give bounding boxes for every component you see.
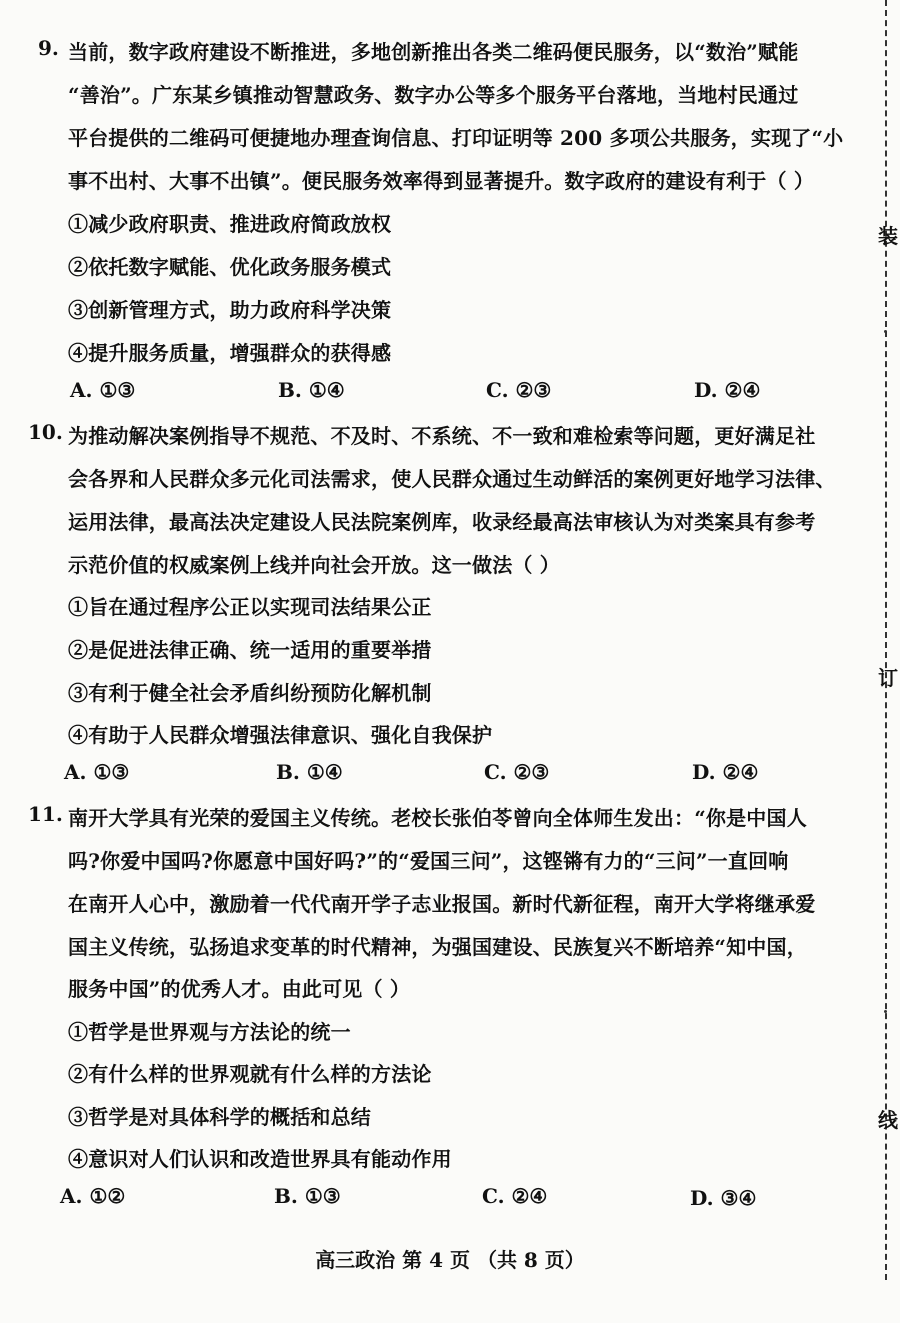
- option-statement: ③有利于健全社会矛盾纠纷预防化解机制: [68, 681, 432, 705]
- choice-c: C. ②③: [486, 378, 552, 402]
- choice-d: D. ②④: [692, 760, 759, 784]
- question-stem-line: 国主义传统，弘扬追求变革的时代精神，为强国建设、民族复兴不断培养“知中国，: [68, 935, 807, 959]
- question-stem-line: 为推动解决案例指导不规范、不及时、不系统、不一致和难检索等问题，更好满足社: [68, 424, 816, 448]
- choice-b: B. ①④: [278, 378, 345, 402]
- option-statement: ④意识对人们认识和改造世界具有能动作用: [68, 1147, 452, 1171]
- option-statement: ①减少政府职责、推进政府简政放权: [68, 212, 392, 236]
- choice-c: C. ②③: [484, 760, 550, 784]
- choice-d: D. ③④: [690, 1186, 757, 1210]
- option-statement: ④提升服务质量，增强群众的获得感: [68, 341, 392, 365]
- option-statement: ②依托数字赋能、优化政务服务模式: [68, 255, 392, 279]
- question-number: 9.: [38, 36, 59, 60]
- binding-dot: [884, 1010, 887, 1013]
- choice-c: C. ②④: [482, 1184, 548, 1208]
- choice-a: A. ①③: [70, 378, 136, 402]
- binding-dashed-line: [885, 0, 887, 1280]
- choice-a: A. ①③: [64, 760, 130, 784]
- question-stem-line: 南开大学具有光荣的爱国主义传统。老校长张伯苓曾向全体师生发出：“你是中国人: [68, 806, 807, 830]
- question-stem-line: 当前，数字政府建设不断推进，多地创新推出各类二维码便民服务，以“数治”赋能: [68, 40, 799, 64]
- choice-d: D. ②④: [694, 378, 761, 402]
- option-statement: ②有什么样的世界观就有什么样的方法论: [68, 1062, 432, 1086]
- question-stem-line: 会各界和人民群众多元化司法需求，使人民群众通过生动鲜活的案例更好地学习法律、: [68, 467, 836, 491]
- binding-dot: [884, 330, 887, 333]
- margin-mark-xian: 线: [878, 1108, 898, 1132]
- page-footer: 高三政治 第 4 页 （共 8 页）: [315, 1248, 585, 1272]
- choice-a: A. ①②: [60, 1184, 126, 1208]
- margin-mark-ding: 订: [878, 666, 898, 690]
- question-stem-line: 事不出村、大事不出镇”。便民服务效率得到显著提升。数字政府的建设有利于（ ）: [68, 169, 815, 193]
- question-stem-line: 示范价值的权威案例上线并向社会开放。这一做法（ ）: [68, 553, 560, 577]
- question-number: 10.: [28, 420, 63, 444]
- question-stem-line: 服务中国”的优秀人才。由此可见（ ）: [68, 977, 411, 1001]
- option-statement: ④有助于人民群众增强法律意识、强化自我保护: [68, 723, 493, 747]
- question-stem-line: 吗?你爱中国吗?你愿意中国好吗?”的“爱国三问”，这铿锵有力的“三问”一直回响: [68, 849, 789, 873]
- question-stem-line: “善治”。广东某乡镇推动智慧政务、数字办公等多个服务平台落地，当地村民通过: [68, 83, 799, 107]
- option-statement: ③哲学是对具体科学的概括和总结: [68, 1105, 371, 1129]
- choice-b: B. ①④: [276, 760, 343, 784]
- question-stem-line: 平台提供的二维码可便捷地办理查询信息、打印证明等 200 多项公共服务，实现了“小: [68, 126, 844, 150]
- option-statement: ③创新管理方式，助力政府科学决策: [68, 298, 392, 322]
- question-stem-line: 运用法律，最高法决定建设人民法院案例库，收录经最高法审核认为对类案具有参考: [68, 510, 816, 534]
- margin-mark-zhuang: 装: [878, 224, 898, 248]
- question-stem-line: 在南开人心中，激励着一代代南开学子志业报国。新时代新征程，南开大学将继承爱: [68, 892, 816, 916]
- option-statement: ①哲学是世界观与方法论的统一: [68, 1020, 351, 1044]
- question-number: 11.: [28, 802, 63, 826]
- option-statement: ②是促进法律正确、统一适用的重要举措: [68, 638, 432, 662]
- option-statement: ①旨在通过程序公正以实现司法结果公正: [68, 595, 432, 619]
- choice-b: B. ①③: [274, 1184, 341, 1208]
